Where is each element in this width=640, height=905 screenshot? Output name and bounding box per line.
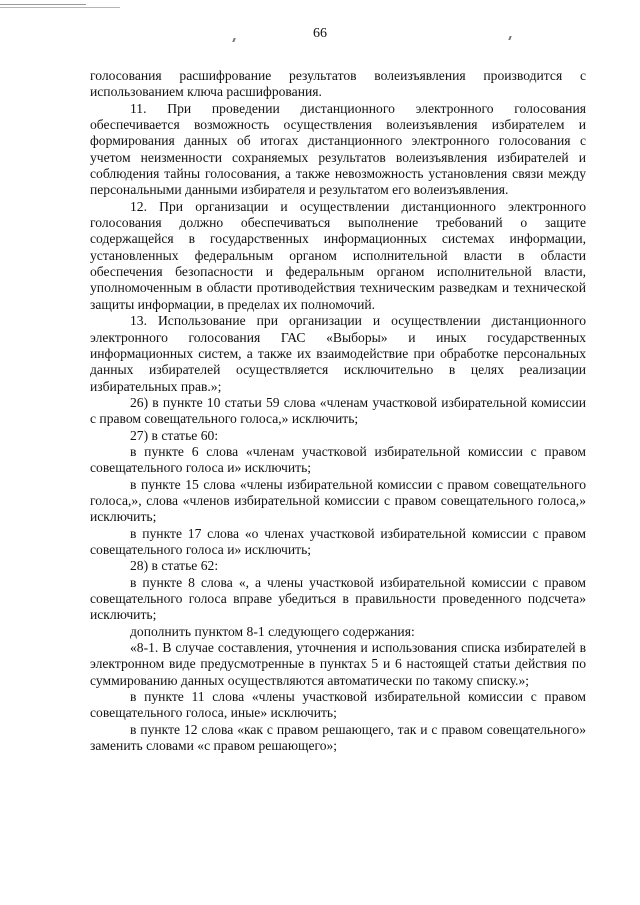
paragraph: в пункте 6 слова «членам участковой избирательной комиссии с правом совещательного голоса и» исключить; bbox=[90, 443, 586, 476]
paragraph: голосования расшифрование результатов волеизъявления производится с использованием ключа расшифрования. bbox=[90, 68, 586, 100]
paragraph: 12. При организации и осуществлении дистанционного электронного голосования должно обеспечиваться выполнение требований о защите содержащейся в государственных информационных системах информации, установленных федеральным органом исполнительной власти в области обеспечения безопасности и федеральным органом исполнительной власти, уполномоченным в области противодействия техническим разведкам и технической защиты информации, в пределах их полномочий. bbox=[90, 198, 586, 312]
paragraph: в пункте 11 слова «члены участковой избирательной комиссии с правом совещательного голоса, иные» исключить; bbox=[90, 689, 586, 721]
paragraph: 27) в статье 60: bbox=[130, 427, 219, 443]
paragraph: 13. Использование при организации и осуществлении дистанционного электронного голосования ГАС «Выборы» и иных государственных информационных систем, а также их взаимодействие при обработке персональных данных избирателей осуществляется исключительно в целях реализации избирательных прав.»; bbox=[90, 313, 586, 394]
paragraph: в пункте 8 слова «, а члены участковой избирательной комиссии с правом совещательного голоса вправе убедиться в правильности проведенного подсчета» исключить; bbox=[90, 574, 586, 623]
paragraph: в пункте 15 слова «члены избирательной комиссии с правом совещательного голоса,», слова «членов избирательной комиссии с правом совещательного голоса,» исключить; bbox=[90, 476, 586, 525]
paragraph: 28) в статье 62: bbox=[130, 558, 219, 574]
page-number: 66 bbox=[313, 26, 327, 41]
paragraph: «8-1. В случае составления, уточнения и использования списка избирателей в электронном виде предусмотренные в пунктах 5 и 6 настоящей статьи действия по суммированию данных осуществляются автоматически по такому списку.»; bbox=[90, 640, 586, 688]
paragraph: в пункте 12 слова «как с правом решающего, так и с правом совещательного» заменить словами «с правом решающего»; bbox=[90, 721, 586, 754]
document-body bbox=[90, 68, 586, 754]
paragraph: 11. При проведении дистанционного электронного голосования обеспечивается возможность осуществления волеизъявления избирателем и формирования данных об итогах дистанционного электронного голосования с учетом неизменности сохраняемых результатов волеизъявления избирателей и соблюдения тайны голосования, а также невозможность установления связи между персональными данными избирателя и результатом его волеизъявления. bbox=[90, 100, 586, 198]
scan-edge-line bbox=[0, 7, 120, 8]
paragraph: 26) в пункте 10 статьи 59 слова «членам участковой избирательной комиссии с правом совещательного голоса,» исключить; bbox=[90, 394, 586, 427]
paragraph: в пункте 17 слова «о членах участковой избирательной комиссии с правом совещательного голоса и» исключить; bbox=[90, 525, 586, 557]
scan-edge-line bbox=[0, 4, 86, 5]
paragraph: дополнить пунктом 8-1 следующего содержания: bbox=[130, 623, 415, 639]
